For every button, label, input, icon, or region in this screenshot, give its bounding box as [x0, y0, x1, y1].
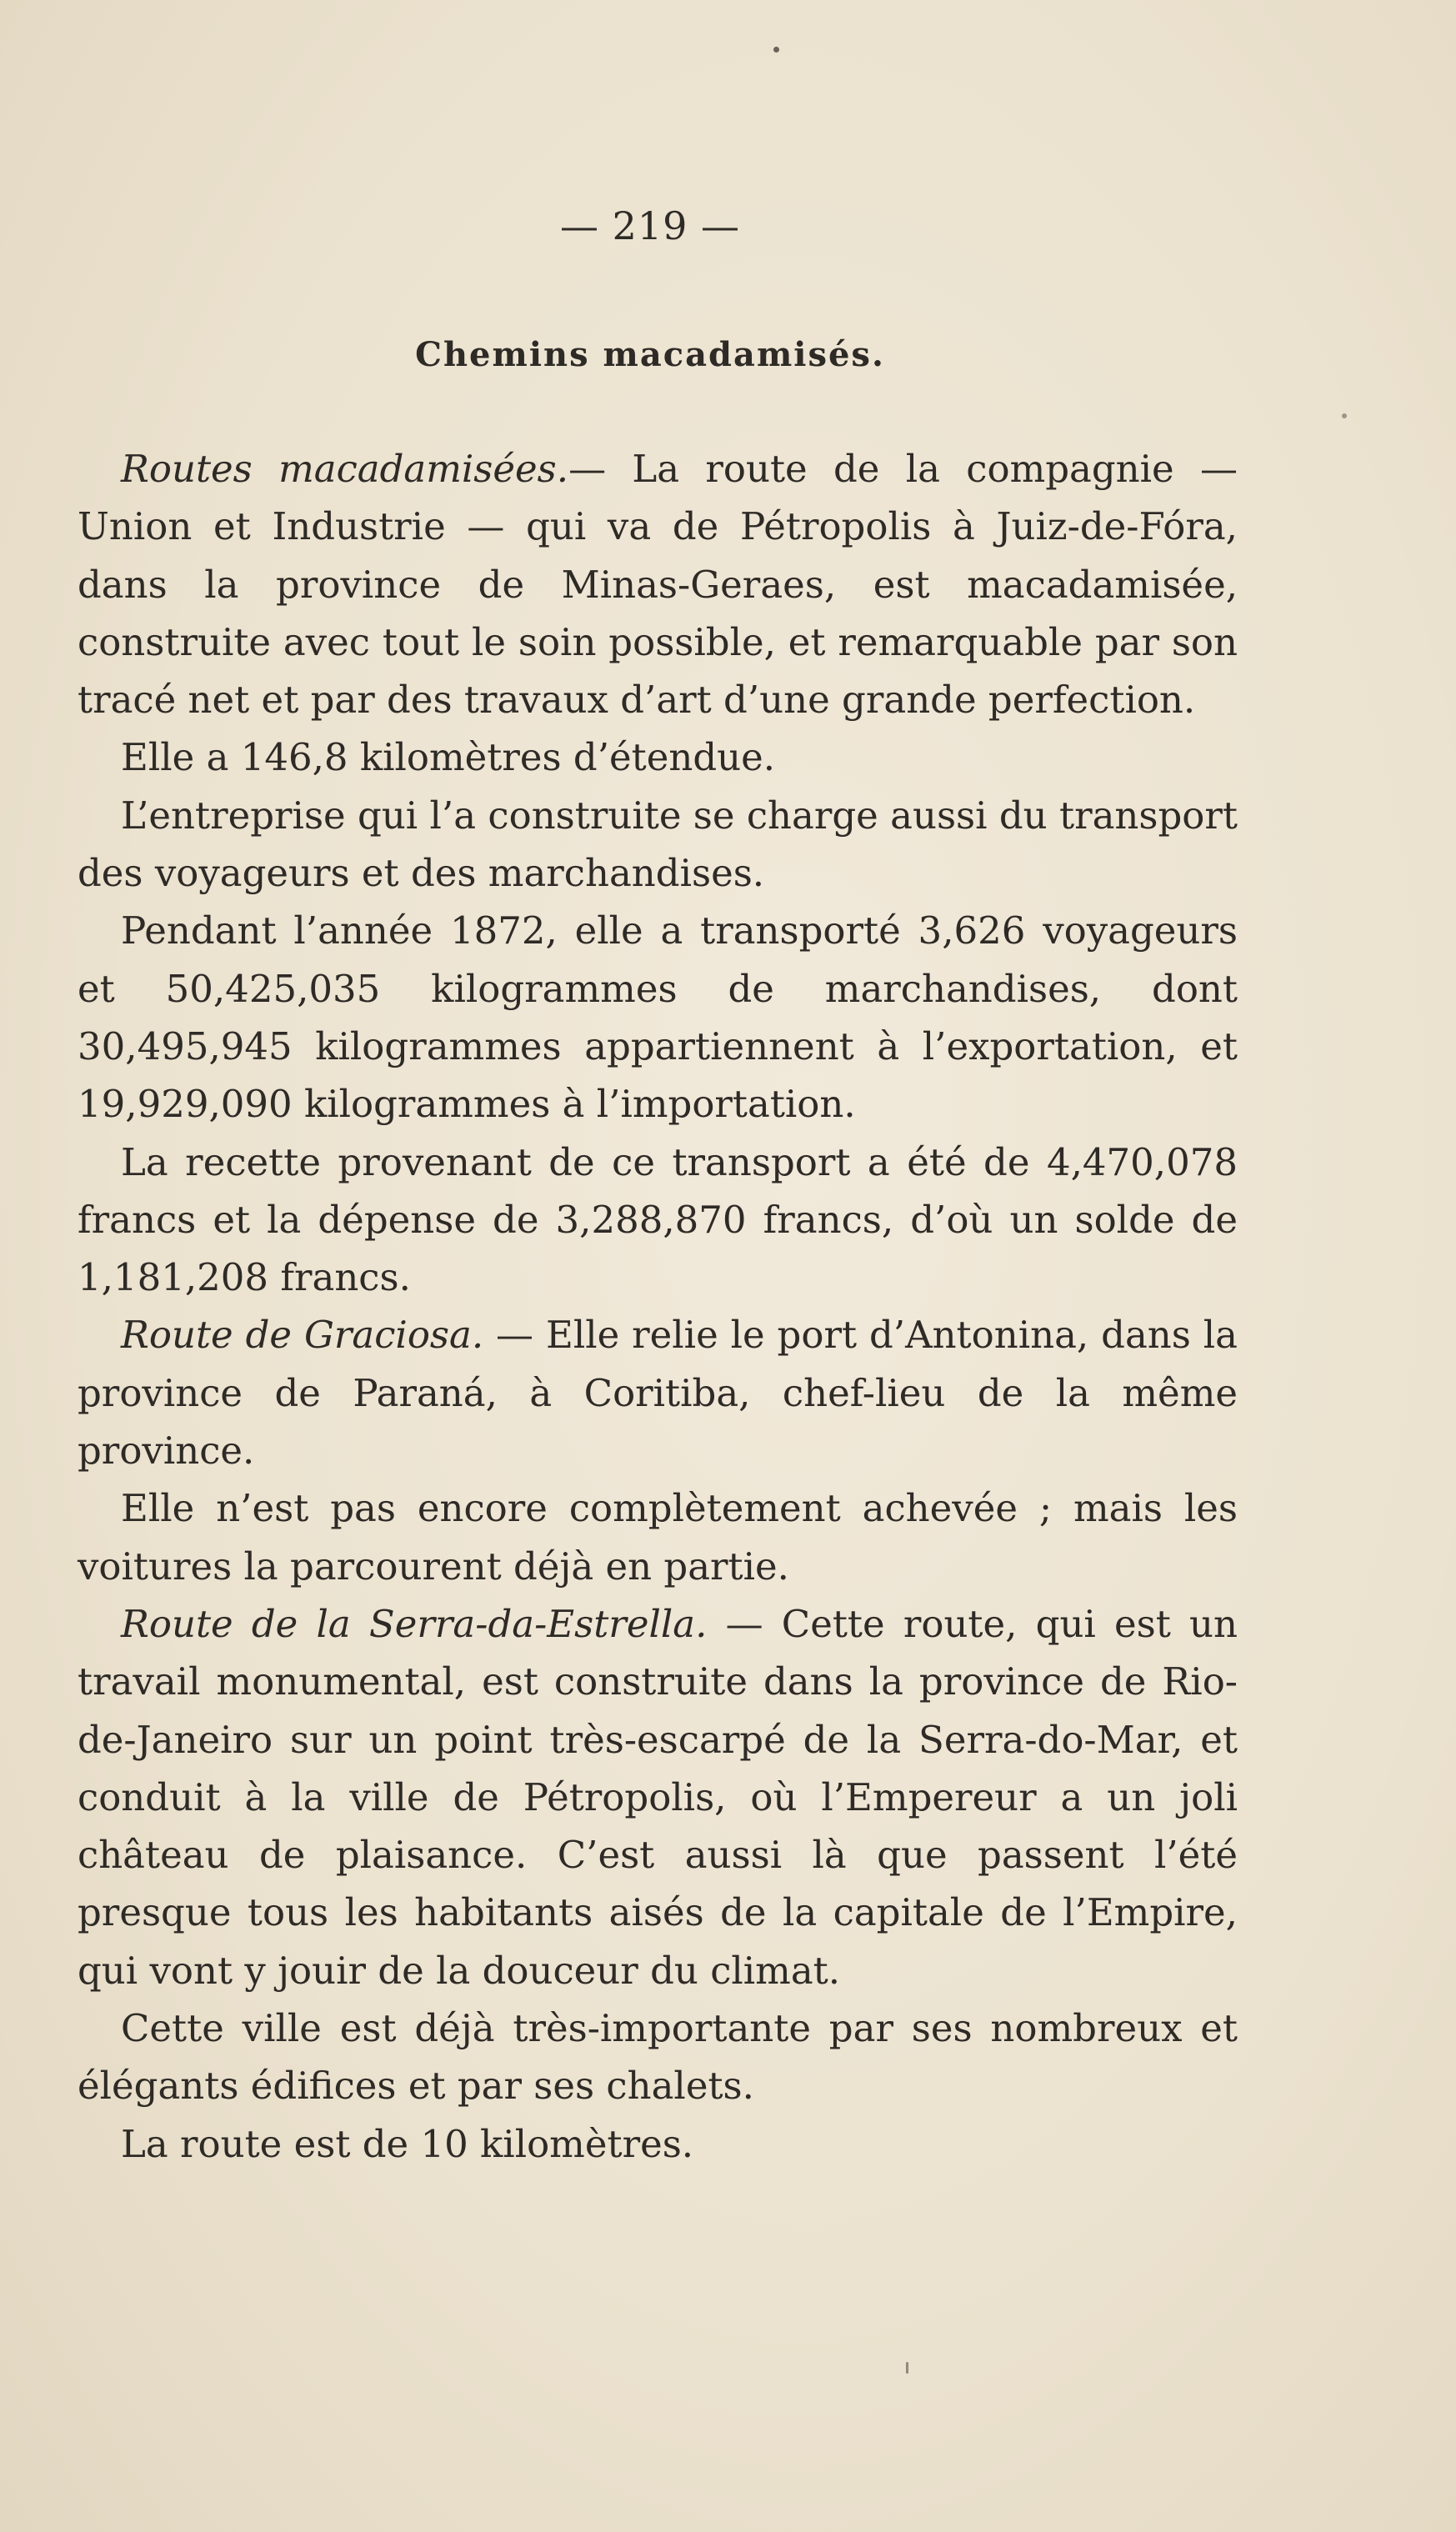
paragraph-text: — Elle relie le port d’Antonina, dans la province de Paraná, à Coritiba, chef-lieu de la même province.: [78, 1313, 1238, 1474]
paragraph-transport-1872: [78, 902, 1238, 1133]
paragraph-serra-da-estrella: [78, 1595, 1238, 1999]
paragraph-achevee: [78, 1479, 1238, 1595]
run-in-heading: Route de Graciosa.: [121, 1313, 484, 1358]
paragraph-recette: [78, 1133, 1238, 1307]
paragraph-route-graciosa: [78, 1306, 1238, 1479]
paper-speck: [1342, 413, 1347, 418]
paragraph-ville: [78, 1999, 1238, 2115]
paragraph-text: L’entreprise qui l’a construite se charge aussi du transport des voyageurs et des marchandises.: [78, 793, 1238, 896]
run-in-heading: Route de la Serra-da-Estrella.: [121, 1601, 708, 1646]
paragraph-etendue: [78, 728, 1238, 786]
page-number: — 219 —: [559, 203, 741, 248]
body-text: [78, 440, 1238, 2173]
paragraph-kilometres: [78, 2115, 1238, 2173]
paragraph-text: Elle n’est pas encore complètement achevée ; mais les voitures la parcourent déjà en partie.: [78, 1486, 1238, 1589]
paragraph-text: — Cette route, qui est un travail monumental, est construite dans la province de Rio-de-Janeiro sur un point très-escarpé de la Serra-do-Mar, et conduit à la ville de Pétropolis, où l’Empereur a un joli château de plaisance. C’est aussi là que passent l’été presque tous les habitants aisés de la capitale de l’Empire, qui vont y jouir de la douceur du climat.: [78, 1601, 1238, 1993]
paragraph-text: Elle a 146,8 kilomètres d’étendue.: [121, 735, 776, 780]
paragraph-entreprise: [78, 787, 1238, 903]
run-in-heading: Routes macadamisées.: [121, 447, 569, 491]
paragraph-text: La recette provenant de ce transport a été de 4,470,078 francs et la dépense de 3,288,870 francs, d’où un solde de 1,181,208 francs.: [78, 1139, 1238, 1300]
paragraph-text: La route est de 10 kilomètres.: [121, 2121, 694, 2166]
paragraph-routes-macadamisees: [78, 440, 1238, 728]
paper-speck: [906, 2362, 908, 2374]
paragraph-text: Cette ville est déjà très-importante par ses nombreux et élégants édifices et par ses chalets.: [78, 2006, 1238, 2109]
paragraph-text: Pendant l’année 1872, elle a transporté 3,626 voyageurs et 50,425,035 kilogrammes de marchandises, dont 30,495,945 kilogrammes appartiennent à l’exportation, et 19,929,090 kilogrammes à l’importation.: [78, 908, 1238, 1127]
paragraph-text: — La route de la compagnie — Union et Industrie — qui va de Pétropolis à Juiz-de-Fóra, dans la province de Minas-Geraes, est macadamisée, construite avec tout le soin possible, et remarquable par son tracé net et par des travaux d’art d’une grande perfection.: [78, 447, 1238, 723]
section-title: Chemins macadamisés.: [415, 335, 885, 374]
paper-speck: [773, 47, 779, 53]
